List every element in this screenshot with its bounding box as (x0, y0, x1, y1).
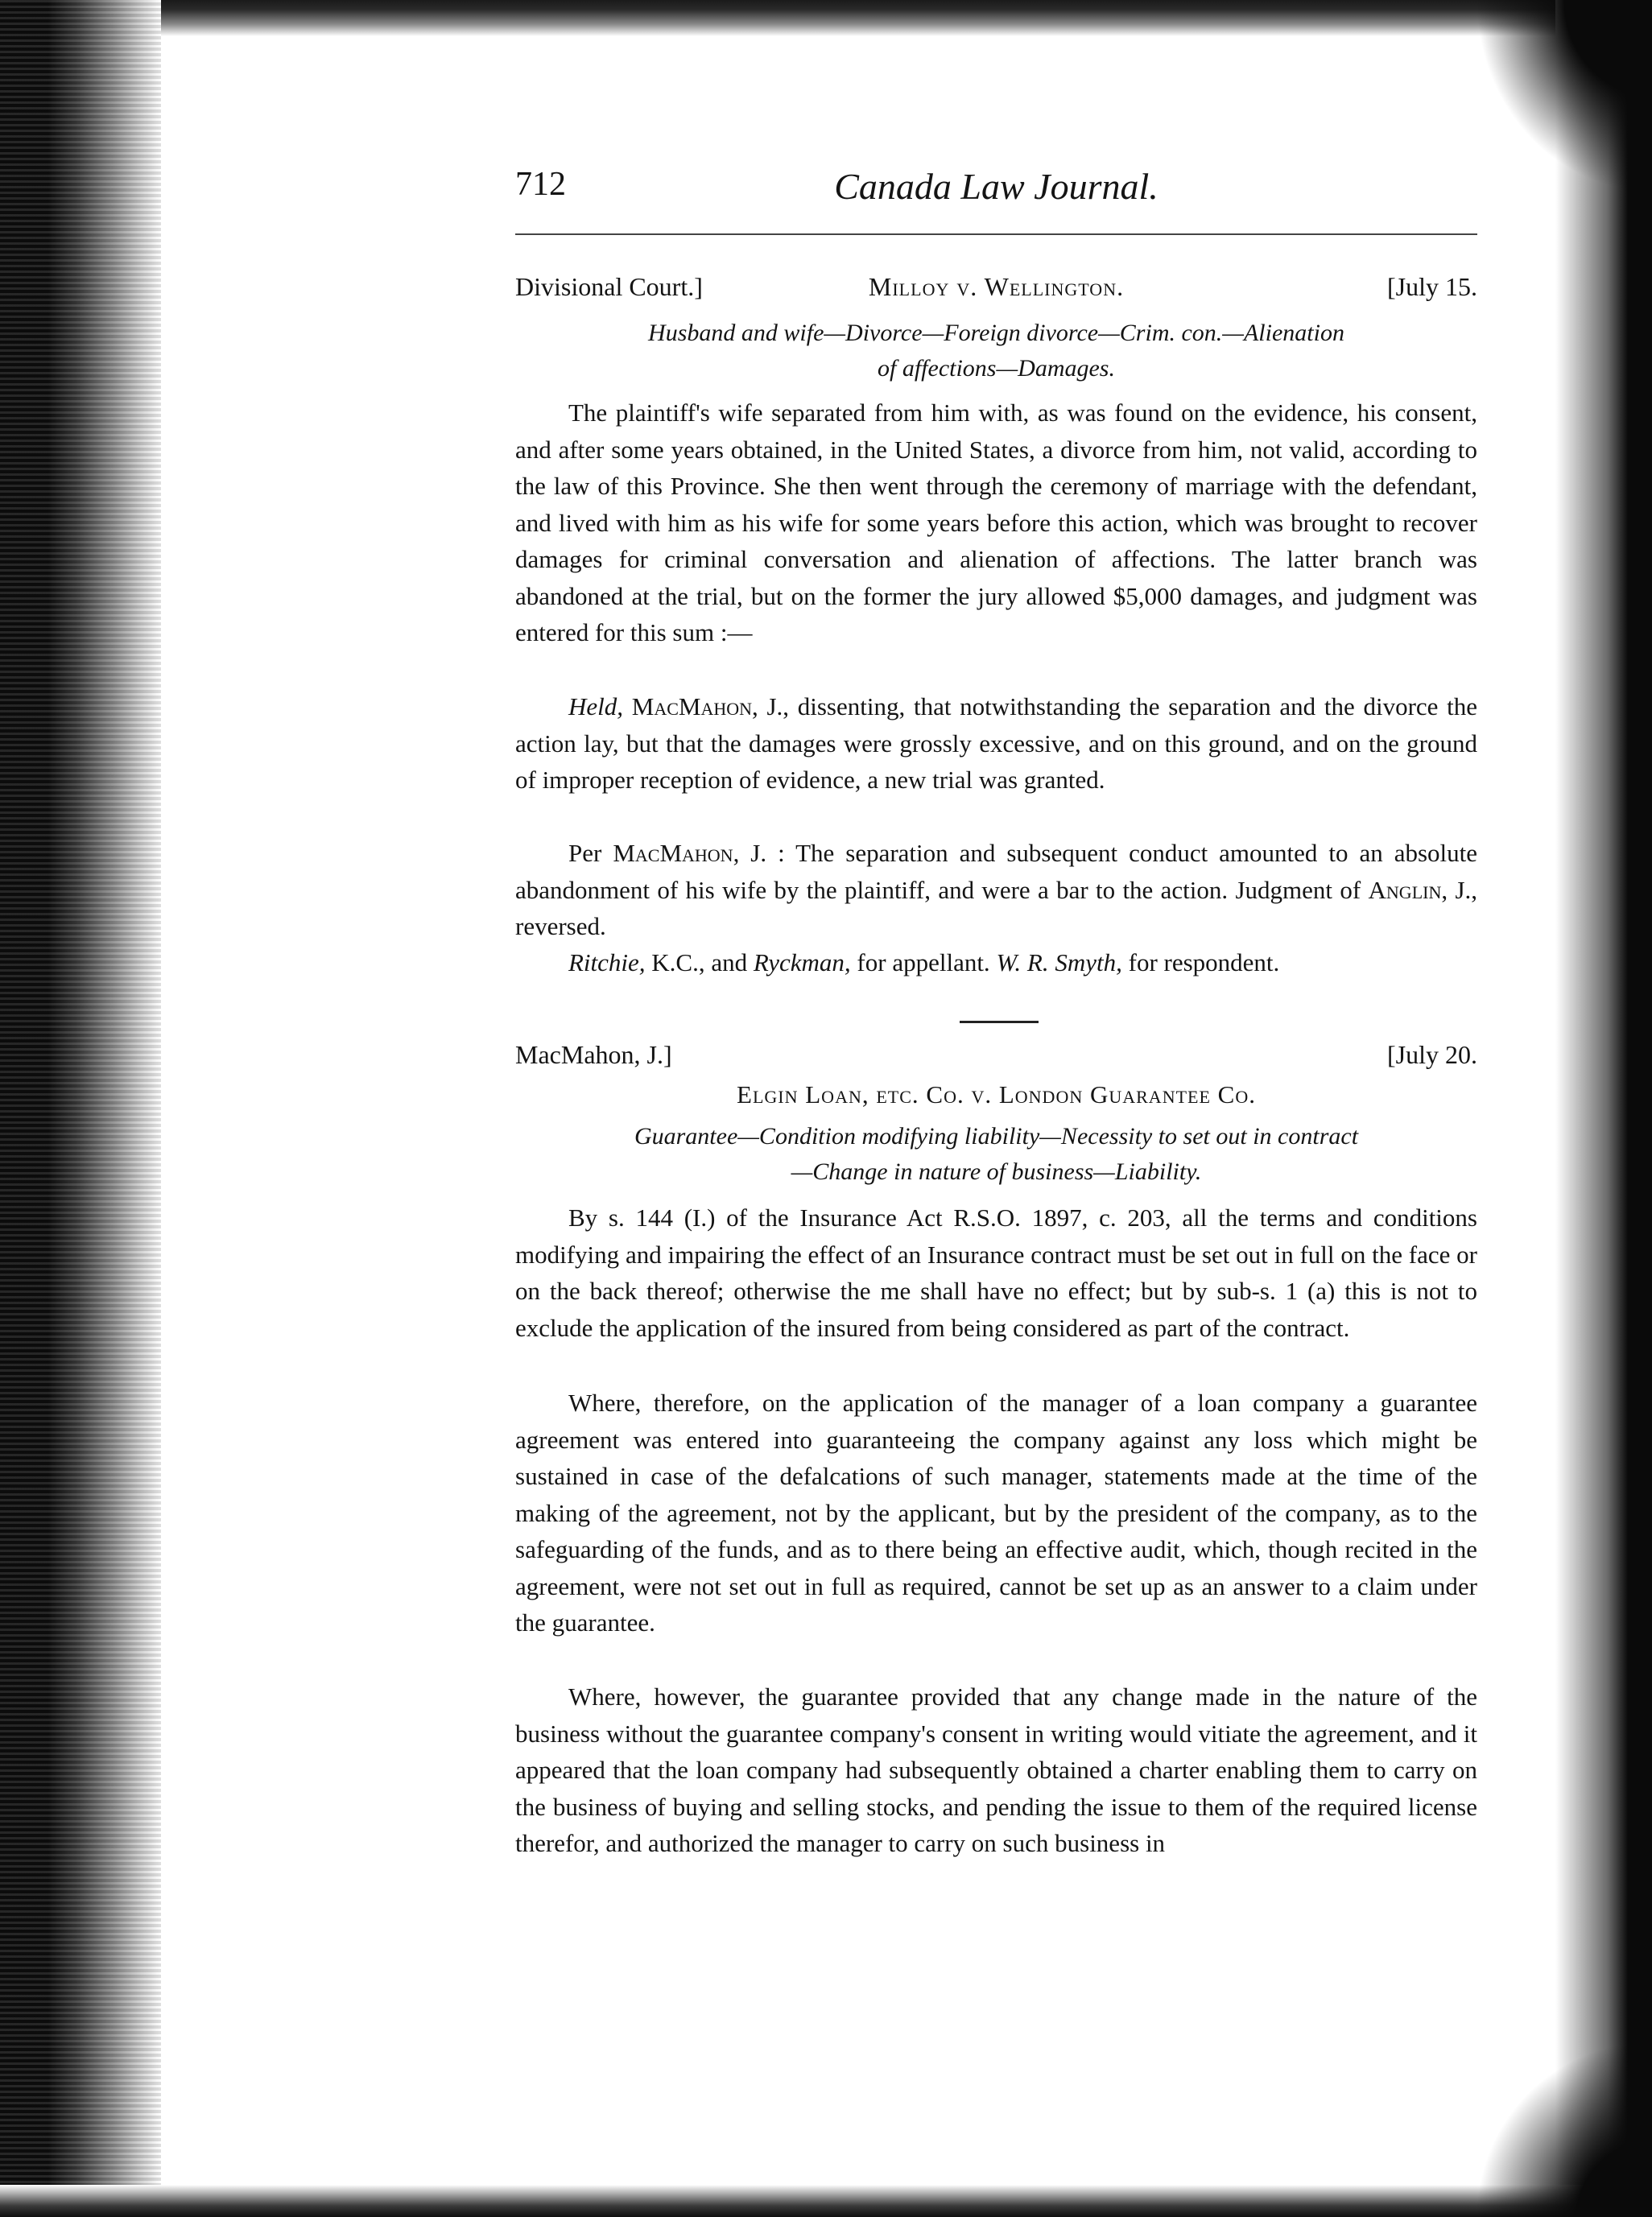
scan-left-noise (0, 0, 161, 2217)
per-label: Per (568, 839, 602, 867)
per-text-end: , J., reversed. (515, 875, 1478, 940)
journal-title: Canada Law Journal. (834, 166, 1158, 207)
case2-caption-line2: —Change in nature of business—Liability. (791, 1158, 1202, 1185)
scan-top-border (161, 0, 1652, 36)
case1-parties: Milloy v. Wellington. (868, 272, 1125, 301)
case1-paragraph-held (515, 688, 1477, 799)
counsel-name: W. R. Smyth, (996, 948, 1122, 976)
scan-bottom-border (0, 2185, 1652, 2217)
counsel-name: Ryckman, (753, 948, 851, 976)
case2-paragraph-statute: By s. 144 (I.) of the Insurance Act R.S.O. 1897, c. 203, all the terms and conditions modifying and impairing the effect of an Insurance contract must be set out in full on the face or on the back thereof; otherwise the me shall have no effect; but by sub-s. 1 (a) this is not to exclude the application of the insured from being considered as part of the contract. (515, 1203, 1477, 1342)
case1-caption (515, 316, 1477, 386)
case1-caption-line2: of affections—Damages. (878, 355, 1115, 382)
counsel-text: for respondent. (1121, 948, 1280, 976)
counsel-text: K.C., and (645, 948, 754, 976)
case1-counsel (515, 944, 1477, 981)
counsel-name: Ritchie, (568, 948, 646, 976)
case1-court: Divisional Court.] (515, 272, 703, 301)
judge-name: MacMahon (631, 692, 752, 720)
held-text: , J., dissenting, that notwithstanding the separation and the divorce the action lay, but that the damages were grossly excessive, and on this ground, and on the ground of improper reception of evidence, a new trial was granted. (515, 692, 1477, 794)
scan-right-border (1555, 0, 1652, 2217)
scan-corner-bottom-right (1475, 2040, 1652, 2217)
judge-name: Anglin (1368, 875, 1442, 904)
case1-heading (515, 272, 1477, 308)
counsel-text: for appellant. (850, 948, 997, 976)
case1-paragraph-per (515, 835, 1477, 945)
case2-court: MacMahon, J.] (515, 1040, 672, 1069)
header-rule (515, 233, 1477, 235)
per-text: , J. : The separation and subsequent conduct amounted to an absolute abandonment of his wife by the plaintiff, and were a bar to the action. Judgment of (515, 839, 1478, 904)
case2-paragraph-application: Where, therefore, on the application of the manager of a loan company a guarantee agreement was entered into guaranteeing the company against any loss which might be sustained in case of the defalcations of such manager, statements made at the time of the making of the agreement, not by the applicant, but by the president of the company, as to the safeguarding of the funds, and as to there being an effective audit, which, though recited in the agreement, were not set out in full as required, cannot be set up as an answer to a claim under the guarantee. (515, 1389, 1477, 1637)
running-header (515, 165, 1477, 213)
case2-heading (515, 1040, 1477, 1075)
case1-caption-line1: Husband and wife—Divorce—Foreign divorce—Crim. con.—Alienation (648, 320, 1344, 346)
page-number: 712 (515, 166, 566, 203)
case2-paragraph-change-of-business: Where, however, the guarantee provided that any change made in the nature of the business without the guarantee company's consent in writing would vitiate the agreement, and it appeared that the loan company had subsequently obtained a charter enabling them to carry on the business of buying and selling stocks, and pending the issue to them of the required license therefor, and authorized the manager to carry on such business in (515, 1682, 1477, 1857)
case2-parties: Elgin Loan, etc. Co. v. London Guarantee Co. (737, 1080, 1256, 1108)
scan-corner-top-right (1475, 0, 1652, 193)
held-label: Held, (568, 692, 624, 720)
case2-date: [July 20. (1387, 1040, 1477, 1069)
case2-caption-line1: Guarantee—Condition modifying liability—Necessity to set out in contract (634, 1123, 1359, 1150)
case1-paragraph-facts: The plaintiff's wife separated from him with, as was found on the evidence, his consent, and after some years obtained, in the United States, a divorce from him, not valid, according to the law of this Province. She then went through the ceremony of marriage with the defendant, and lived with him as his wife for some years before this action, which was brought to recover damages for criminal conversation and alienation of affections. The latter branch was abandoned at the trial, but on the former the jury allowed $5,000 damages, and judgment was entered for this sum :— (515, 398, 1477, 646)
case2-caption (515, 1119, 1477, 1190)
case1-date: [July 15. (1387, 272, 1477, 301)
case-separator-rule (960, 1021, 1039, 1023)
judge-name: MacMahon (613, 839, 733, 867)
